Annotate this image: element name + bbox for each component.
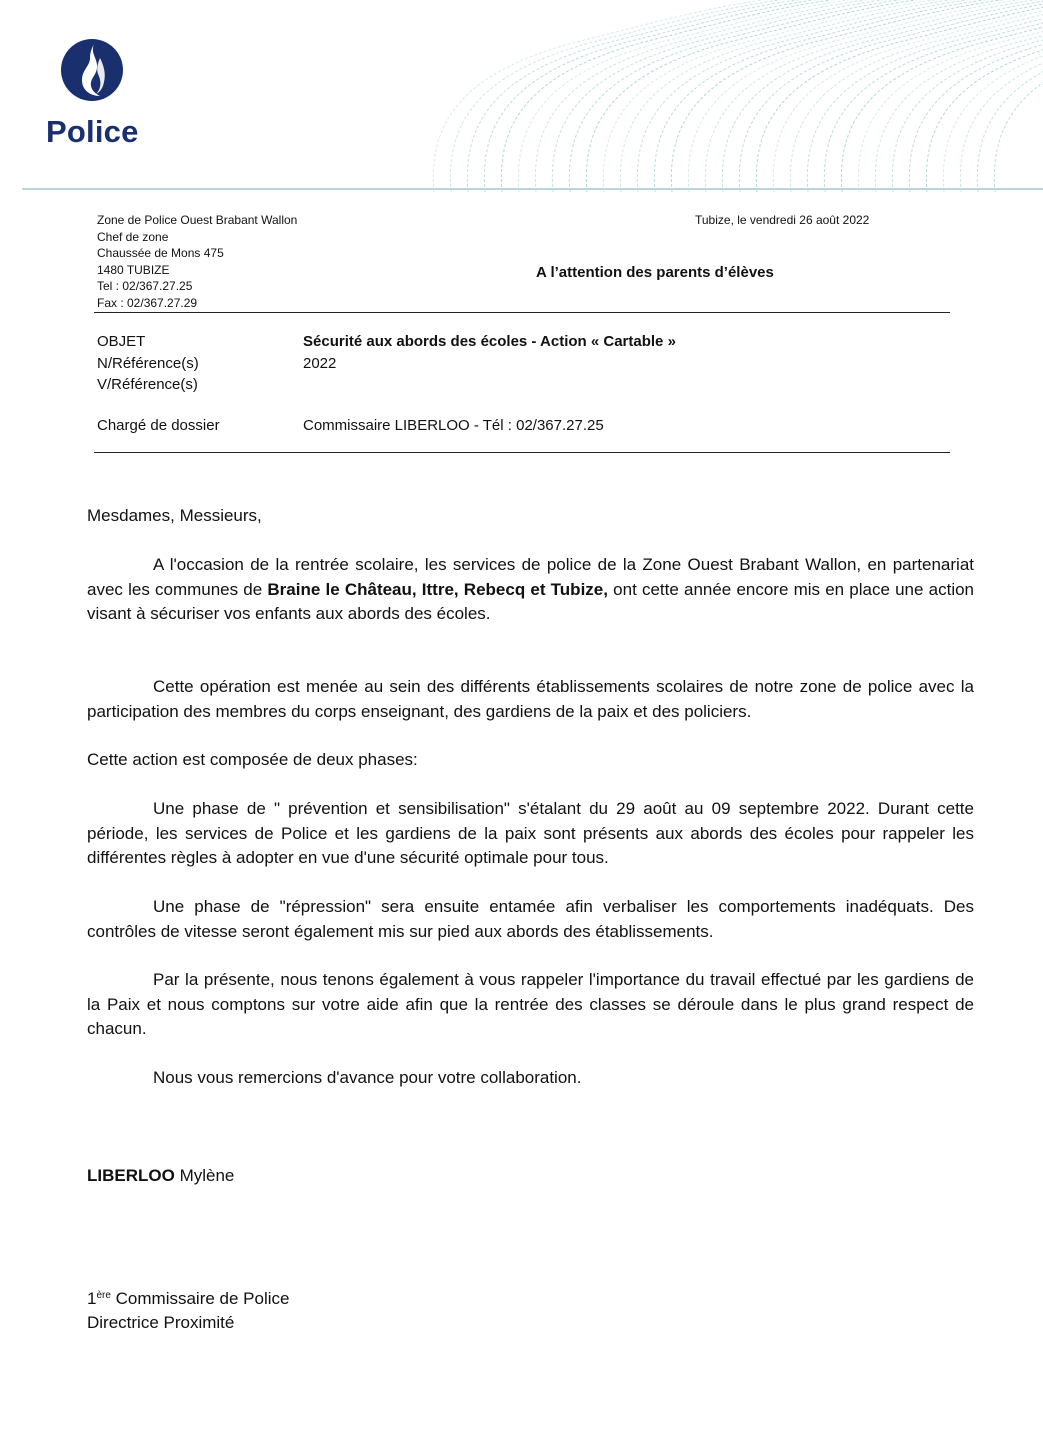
- paragraph: Une phase de " prévention et sensibilisation" s'étalant du 29 août au 09 septembre 2022. Durant cette période, les services de Police et les gardiens de la paix sont présents aux abords des écoles pour rappeler les différentes règles à adopter en vue d'une sécurité optimale pour tous.: [87, 799, 974, 867]
- nref-value: 2022: [303, 354, 337, 372]
- paragraph: Cette action est composée de deux phases:: [87, 750, 418, 769]
- sender-address: [97, 212, 297, 312]
- police-logo-icon: [60, 38, 124, 102]
- charge-value: Commissaire LIBERLOO - Tél : 02/367.27.25: [303, 417, 604, 434]
- meta-labels: [97, 331, 199, 396]
- rank-number: 1: [87, 1289, 97, 1308]
- communes-list: Braine le Château, Ittre, Rebecq et Tubize,: [267, 579, 608, 599]
- signature-firstname: Mylène: [174, 1166, 235, 1185]
- sender-fax: Fax : 02/367.27.29: [97, 295, 198, 310]
- sender-line: Chef de zone: [97, 229, 169, 244]
- sender-line: Zone de Police Ouest Brabant Wallon: [97, 213, 298, 227]
- logo-text: Police: [46, 114, 139, 149]
- nref-label: N/Référence(s): [97, 354, 199, 372]
- paragraph-text: A l'occasion de la rentrée scolaire, les services de police de la Zone Ouest Brabant Wallon, en partenariat avec les communes de: [87, 555, 974, 599]
- rank-superscript: ère: [96, 1290, 111, 1301]
- meta-values: [303, 331, 676, 374]
- paragraph: Cette opération est menée au sein des différents établissements scolaires de notre zone de police avec la participation des membres du corps enseignant, des gardiens de la paix et des policiers.: [87, 677, 974, 721]
- meta-divider-top: [94, 312, 950, 313]
- signature-surname: LIBERLOO: [87, 1166, 175, 1185]
- paragraph: Par la présente, nous tenons également à vous rappeler l'importance du travail effectué par les gardiens de la Paix et nous comptons sur votre aide afin que la rentrée des classes se déroule dans le plus grand respect de chacun.: [87, 970, 974, 1038]
- sender-line: 1480 TUBIZE: [97, 262, 170, 277]
- greeting: Mesdames, Messieurs,: [87, 506, 262, 525]
- paragraph: Nous vous remercions d'avance pour votre collaboration.: [153, 1068, 582, 1087]
- sender-line: Chaussée de Mons 475: [97, 246, 224, 261]
- meta-divider-bottom: [94, 452, 950, 453]
- rank-text: Commissaire de Police: [110, 1289, 290, 1308]
- paragraph: [87, 553, 974, 627]
- recipient-line: A l’attention des parents d’élèves: [536, 264, 774, 281]
- sender-phone: Tel : 02/367.27.25: [97, 279, 193, 294]
- objet-label: OBJET: [97, 333, 146, 350]
- subject: Sécurité aux abords des écoles - Action « Cartable »: [303, 333, 676, 350]
- dateline: Tubize, le vendredi 26 août 2022: [695, 213, 870, 227]
- signature-rank: [87, 1287, 289, 1312]
- vref-label: V/Référence(s): [97, 376, 198, 393]
- signature-name: [87, 1164, 234, 1189]
- wave-pattern-decoration: [430, 0, 1043, 192]
- header-divider: [22, 188, 1043, 190]
- paragraph-text: ont cette année encore mis en place une action visant à sécuriser vos enfants aux abords des écoles.: [87, 579, 975, 623]
- paragraph: Une phase de "répression" sera ensuite entamée afin verbaliser les comportements inadéquats. Des contrôles de vitesse seront également mis sur pied aux abords des établissements.: [87, 897, 974, 941]
- signature-function: Directrice Proximité: [87, 1313, 235, 1332]
- charge-label: Chargé de dossier: [97, 417, 220, 434]
